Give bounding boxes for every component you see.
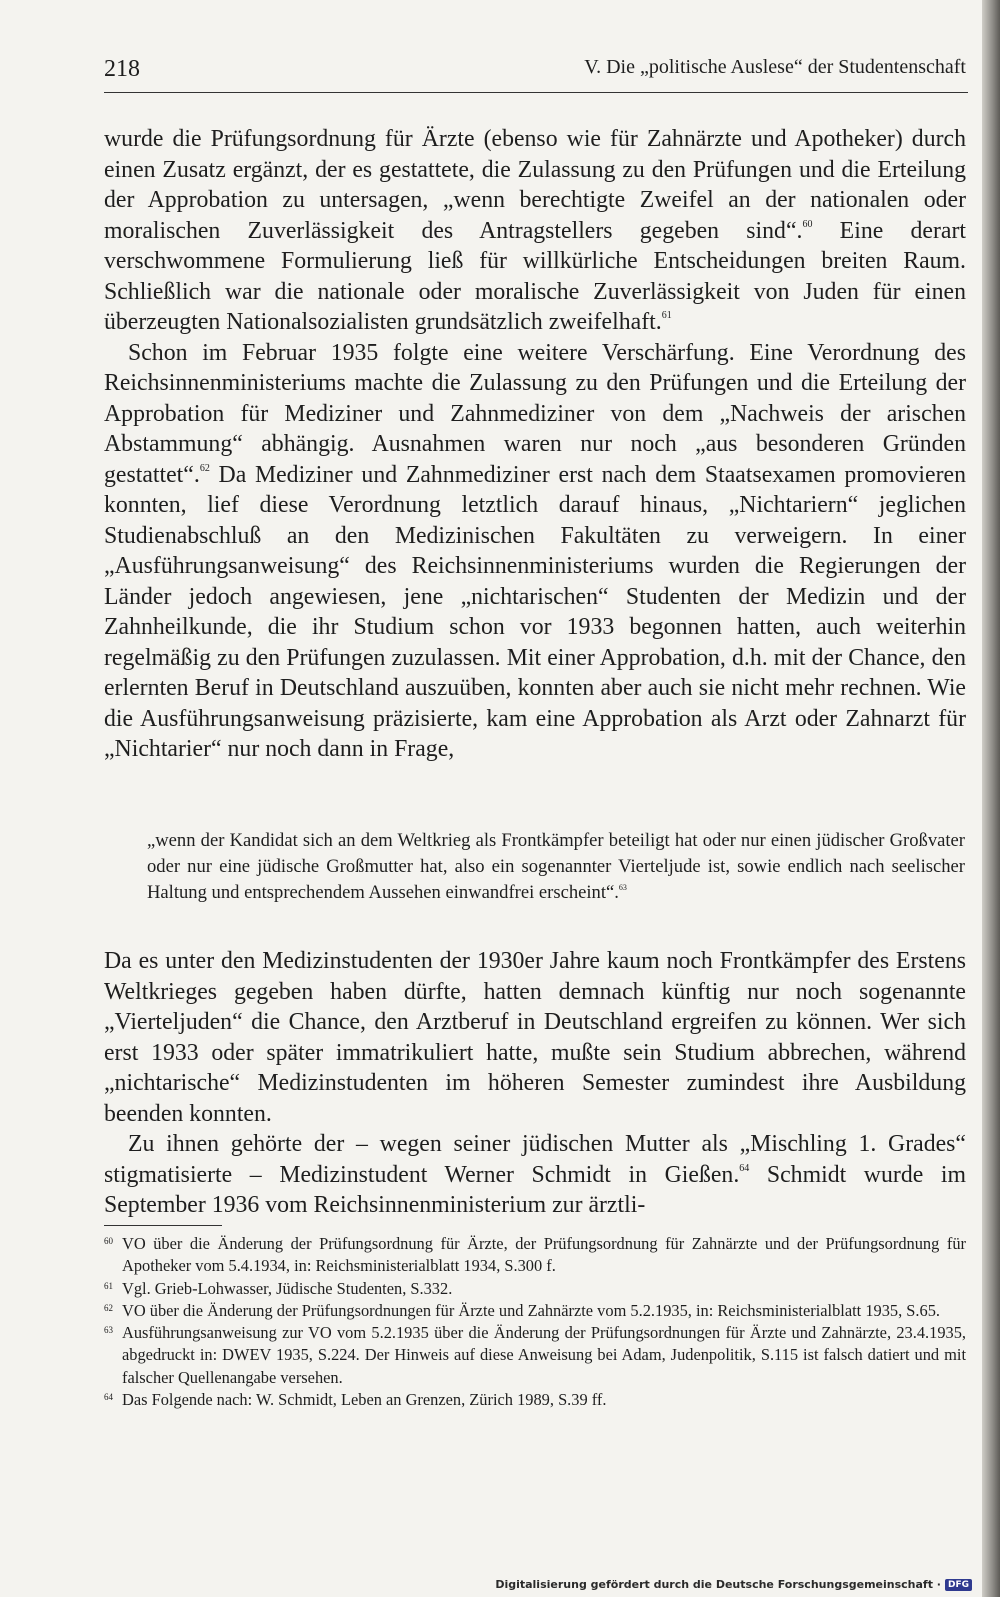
paragraph — [104, 1129, 966, 1221]
body-text-after-quote — [104, 946, 966, 1221]
footnote-text: VO über die Änderung der Prüfungsordnung für Ärzte, der Prüfungsordnung für Zahnärzte und der Prüfungsordnung für Apotheker vom 5.4.1934, in: Reichsministerialblatt 1934, S.300 f. — [122, 1234, 966, 1276]
footnote-number: 62 — [104, 1302, 113, 1313]
block-quote-text: „wenn der Kandidat sich an dem Weltkrieg als Frontkämpfer beteiligt hat oder nur einen jüdischer Großvater oder nur eine jüdische Großmutter hat, also ein sogenannter Vierteljude ist, sowie endlich nach seelischer Haltung und entsprechendem Aussehen einwandfrei erscheint“. — [147, 830, 965, 903]
paragraph-text: Da es unter den Medizinstudenten der 1930er Jahre kaum noch Frontkämpfer des Erstens Weltkrieges gegeben haben dürfte, hatten demnach künftig nur noch sogenannte „Vierteljuden“ die Chance, den Arztberuf in Deutschland ergreifen zu können. Wer sich erst 1933 oder später immatrikuliert hatte, mußte sein Studium abbrechen, während „nichtarische“ Medizinstudenten im höheren Semester zumindest ihre Ausbildung beenden konnten. — [104, 948, 966, 1127]
footnote — [104, 1389, 966, 1411]
footnote-number: 63 — [104, 1325, 113, 1336]
footnote — [104, 1300, 966, 1322]
digitization-note: Digitalisierung gefördert durch die Deutsche Forschungsgemeinschaft · — [495, 1578, 941, 1591]
paragraph-text: Schmidt wurde im September 1936 vom Reichsinnenministerium zur ärztli- — [104, 1161, 967, 1218]
paragraph — [104, 946, 966, 1129]
footnote-separator — [104, 1225, 222, 1226]
header-rule — [104, 92, 968, 93]
running-head: V. Die „politische Auslese“ der Studentenschaft — [584, 56, 966, 78]
paragraph — [104, 338, 966, 765]
page-number: 218 — [104, 56, 140, 82]
paragraph-text: Da Mediziner und Zahnmediziner erst nach dem Staatsexamen promovieren konnten, lief diese Verordnung letztlich darauf hinaus, „Nichtariern“ jeglichen Studienabschluß an den Medizinischen Fakultäten zu verweigern. In einer „Ausführungsanweisung“ des Reichsinnenministeriums wurden die Regierungen der Länder jedoch angewiesen, jene „nichtarischen“ Studenten der Medizin und der Zahnheilkunde, die ihr Studium schon vor 1933 begonnen hatten, auch weiterhin regelmäßig zu den Prüfungen zuzulassen. Mit einer Approbation, d.h. mit der Chance, den erlernten Beruf in Deutschland auszuüben, konnten aber auch sie nicht mehr rechnen. Wie die Ausführungsanweisung präzisierte, kam eine Approbation als Arzt oder Zahnarzt für „Nichtarier“ nur noch dann in Frage, — [104, 461, 966, 762]
dfg-logo: DFG — [945, 1579, 972, 1591]
footnote — [104, 1278, 966, 1300]
footnote-number: 64 — [104, 1392, 113, 1403]
footnote — [104, 1322, 966, 1389]
footnote-ref: 60 — [802, 218, 813, 230]
footnote-text: Das Folgende nach: W. Schmidt, Leben an Grenzen, Zürich 1989, S.39 ff. — [122, 1390, 607, 1410]
block-quote — [147, 828, 965, 906]
footnote-ref: 61 — [661, 310, 672, 321]
footnote-number: 61 — [104, 1280, 113, 1291]
paragraph-text: Schon im Februar 1935 folgte eine weitere Verschärfung. Eine Verordnung des Reichsinnenministeriums machte die Zulassung zu den Prüfungen und die Erteilung der Approbation für Mediziner und Zahnmediziner von dem „Nachweis der arischen Abstammung“ abhängig. Ausnahmen waren nur noch „aus besonderen Gründen gestattet“. — [104, 339, 966, 488]
footnote-number: 60 — [104, 1236, 113, 1246]
footnote — [104, 1233, 966, 1278]
paragraph-text: wurde die Prüfungsordnung für Ärzte (ebenso wie für Zahnärzte und Apotheker) durch einen Zusatz ergänzt, der es gestattete, die Zulassung zu den Prüfungen und die Erteilung der Approbation zu untersagen, „wenn berechtigte Zweifel an der nationalen oder moralischen Zuverlässigkeit des Antragstellers gegeben sind“. — [104, 126, 966, 244]
footnote-ref: 64 — [739, 1162, 750, 1174]
footnote-text: Vgl. Grieb-Lohwasser, Jüdische Studenten, S.332. — [122, 1278, 453, 1298]
footnote-ref: 63 — [618, 883, 627, 892]
page-header — [104, 56, 966, 96]
footnote-ref: 62 — [199, 462, 210, 474]
page-edge-shadow — [982, 0, 1000, 1597]
body-text-before-quote — [104, 124, 966, 765]
footnotes — [104, 1233, 966, 1411]
footnote-text: VO über die Änderung der Prüfungsordnungen für Ärzte und Zahnärzte vom 5.2.1935, in: Reichsministerialblatt 1935, S.65. — [122, 1300, 940, 1320]
digitization-footer — [495, 1578, 972, 1591]
paragraph — [104, 124, 966, 338]
paragraph-text: Zu ihnen gehörte der – wegen seiner jüdischen Mutter als „Mischling 1. Grades“ stigmatisierte – Medizinstudent Werner Schmidt in Gießen. — [104, 1131, 966, 1188]
paragraph-text: Eine derart verschwommene Formulierung ließ für willkürliche Entscheidungen breiten Raum. Schließlich war die nationale oder moralische Zuverlässigkeit von Juden für einen überzeugten Nationalsozialisten grundsätzlich zweifelhaft. — [104, 217, 966, 335]
footnote-text: Ausführungsanweisung zur VO vom 5.2.1935 über die Änderung der Prüfungsordnungen für Ärzte und Zahnärzte, 23.4.1935, abgedruckt in: DWEV 1935, S.224. Der Hinweis auf diese Anweisung bei Adam, Judenpolitik, S.115 ist falsch datiert und mit falscher Quellenangabe versehen. — [122, 1323, 966, 1387]
